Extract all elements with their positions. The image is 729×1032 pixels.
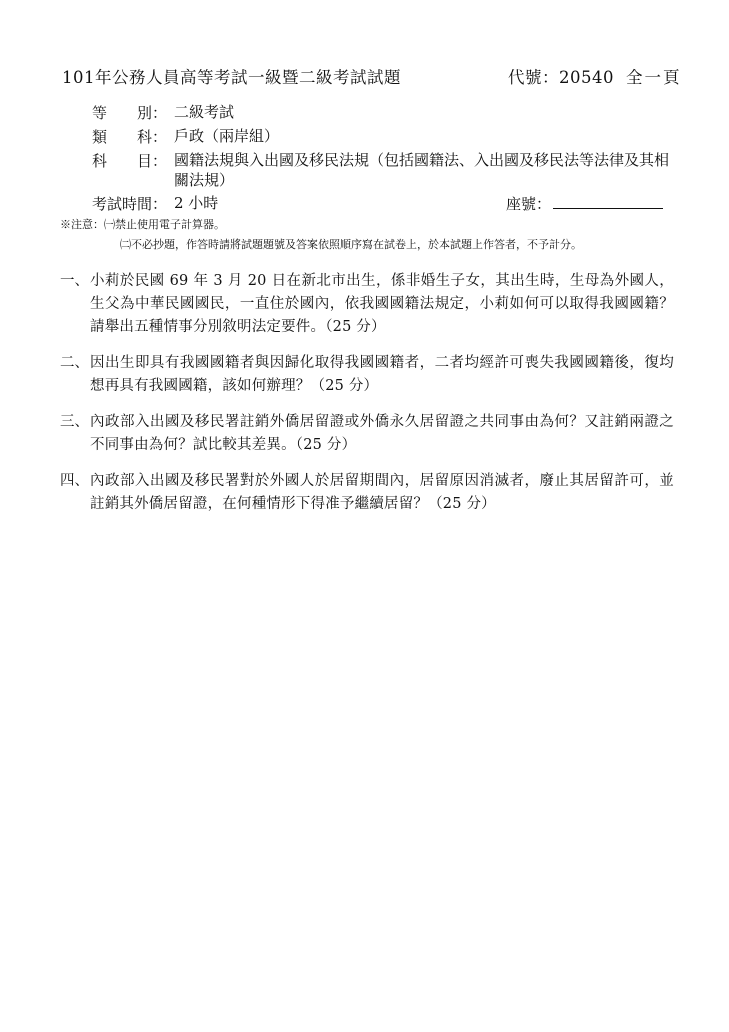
exam-title: 101年公務人員高等考試一級暨二級考試試題 xyxy=(62,68,401,87)
question-number: 二、 xyxy=(60,355,89,371)
exam-category-value: 戶政（兩岸組） xyxy=(174,127,280,145)
exam-time-value: 2 小時 xyxy=(174,194,219,212)
exam-subject-label: 科 目： xyxy=(92,152,168,170)
note-line-1: ※注意：㈠禁止使用電子計算器。 xyxy=(60,218,225,231)
exam-code xyxy=(508,64,682,88)
seat-number xyxy=(506,193,663,214)
question-number: 四、 xyxy=(60,473,89,489)
question-4 xyxy=(60,470,680,518)
seat-number-blank xyxy=(553,194,663,209)
question-3 xyxy=(60,411,680,459)
question-number: 三、 xyxy=(60,414,89,430)
question-1 xyxy=(60,270,680,340)
exam-header xyxy=(62,64,682,88)
exam-level-label: 等 別： xyxy=(92,104,168,122)
page-count-label: 全一頁 xyxy=(626,68,682,87)
exam-time-label: 考試時間： xyxy=(92,195,168,213)
exam-category-label: 類 科： xyxy=(92,128,168,146)
question-2 xyxy=(60,352,680,400)
exam-subject-row xyxy=(92,150,672,190)
note-line-2: ㈡不必抄題，作答時請將試題題號及答案依照順序寫在試卷上，於本試題上作答者，不予計分。 xyxy=(120,238,582,251)
exam-subject-value: 國籍法規與入出國及移民法規（包括國籍法、入出國及移民法等法律及其相關法規） xyxy=(174,151,670,189)
question-text: 小莉於民國 69 年 3 月 20 日在新北市出生，係非婚生子女，其出生時，生母為外國人，生父為中華民國國民，一直住於國內，依我國國籍法規定，小莉如何可以取得我國國籍？請舉出五種情事分別敘明法定要件。（25 分） xyxy=(90,273,674,335)
exam-level-value: 二級考試 xyxy=(174,103,235,121)
question-text: 內政部入出國及移民署對於外國人於居留期間內，居留原因消滅者，廢止其居留許可，並註銷其外僑居留證，在何種情形下得准予繼續居留？（25 分） xyxy=(90,473,674,512)
question-text: 內政部入出國及移民署註銷外僑居留證或外僑永久居留證之共同事由為何？又註銷兩證之不同事由為何？試比較其差異。（25 分） xyxy=(90,414,674,453)
seat-number-label: 座號： xyxy=(506,195,552,213)
exam-category-row xyxy=(92,126,672,146)
question-number: 一、 xyxy=(60,273,89,289)
exam-level-row xyxy=(92,102,672,122)
exam-code-label: 代號：20540 xyxy=(508,68,614,87)
question-text: 因出生即具有我國國籍者與因歸化取得我國國籍者，二者均經許可喪失我國國籍後，復均想再具有我國國籍，該如何辦理？（25 分） xyxy=(90,355,674,394)
